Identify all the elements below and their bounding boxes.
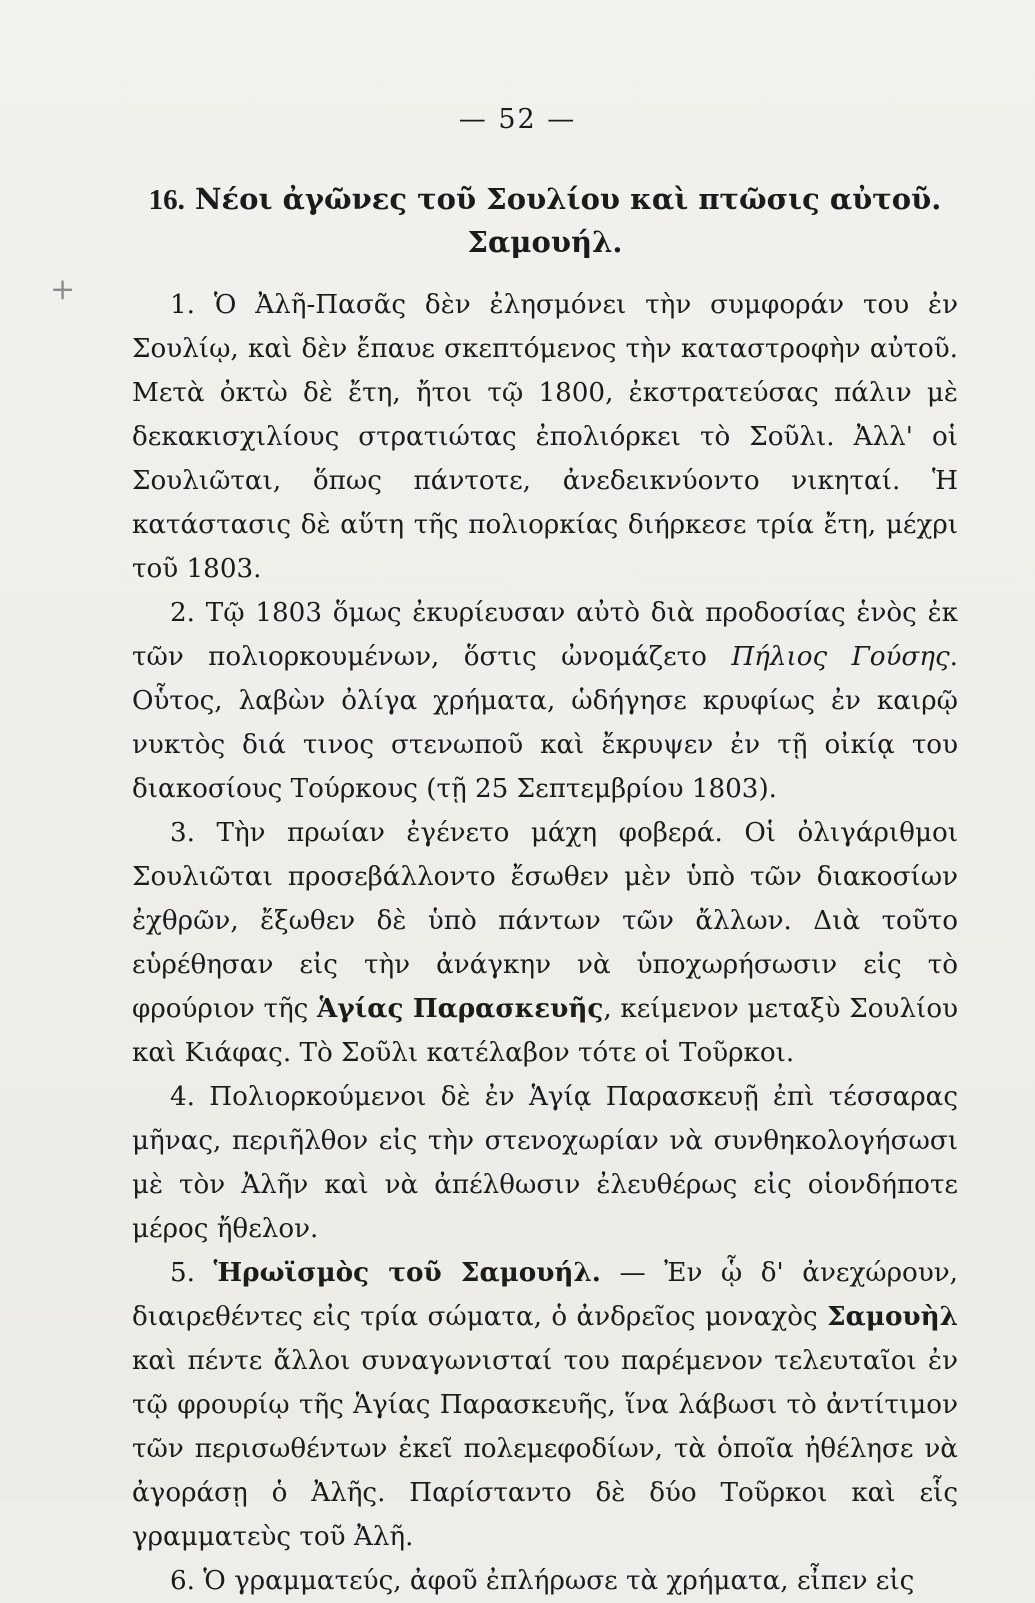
margin-pencil-mark: + — [50, 272, 76, 307]
section-title-text: Νέοι ἀγῶνες τοῦ Σουλίου καὶ πτῶσις αὐτοῦ. Σαμουήλ. — [194, 182, 942, 259]
paragraph-text: 3. Τὴν πρωίαν ἐγένετο μάχη φοβερά. Οἱ ὀλιγάριθμοι Σουλιῶται προσεβάλλοντο ἔσωθεν μὲν ὑπὸ τῶν διακοσίων ἐχθρῶν, ἔξωθεν δὲ ὑπὸ πάντων τῶν ἄλλων. Διὰ τοῦτο εὑρέθησαν εἰς τὴν ἀνάγκην νὰ ὑποχωρήσωσιν εἰς τὸ φρούριον τῆς — [132, 818, 958, 1024]
paragraph — [132, 1559, 958, 1603]
bold-text: Ἁγίας Παρασκευῆς — [317, 993, 604, 1024]
paragraph-text: . Οὗτος, λαβὼν ὀλίγα χρήματα, ὡδήγησε κρυφίως ἐν καιρῷ νυκτὸς διά τινος στενωποῦ καὶ ἔκρυψεν ἐν τῇ οἰκίᾳ του διακοσίους Τούρκους (τῇ 25 Σεπτεμβρίου 1803). — [132, 642, 958, 804]
section-title — [132, 178, 958, 263]
bold-text: Ἡρωϊσμὸς τοῦ Σαμουήλ. — [213, 1257, 601, 1288]
paragraph — [132, 283, 958, 591]
paragraph-text: 5. — [170, 1258, 214, 1288]
paragraph-text: 4. Πολιορκούμενοι δὲ ἐν Ἁγίᾳ Παρασκευῇ ἐπὶ τέσσαρας μῆνας, περιῆλθον εἰς τὴν στενοχωρίαν νὰ συνθηκολογήσωσι μὲ τὸν Ἀλῆν καὶ νὰ ἀπέλθωσιν ἐλευθέρως εἰς οἱονδήποτε μέρος ἤθελον. — [132, 1082, 958, 1244]
paragraph-text: 6. Ὁ γραμματεύς, ἀφοῦ ἐπλήρωσε τὰ χρήματα, εἶπεν εἰς — [170, 1566, 915, 1596]
paragraph-text: — Ἐν ᾧ δ' ἀνεχώρουν, διαιρεθέντες εἰς τρία σώματα, ὁ ἀνδρεῖος μοναχὸς — [132, 1258, 958, 1332]
paragraph-text: 1. Ὁ Ἀλῆ-Πασᾶς δὲν ἐλησμόνει τὴν συμφοράν του ἐν Σουλίῳ, καὶ δὲν ἔπαυε σκεπτόμενος τὴν καταστροφὴν αὐτοῦ. Μετὰ ὀκτὼ δὲ ἔτη, ἤτοι τῷ 1800, ἐκστρατεύσας πάλιν μὲ δεκακισχιλίους στρατιώτας ἐπολιόρκει τὸ Σοῦλι. Ἀλλ' οἱ Σουλιῶται, ὅπως πάντοτε, ἀνεδεικνύοντο νικηταί. Ἡ κατάστασις δὲ αὕτη τῆς πολιορκίας διήρκεσε τρία ἔτη, μέχρι τοῦ 1803. — [132, 290, 958, 584]
paragraph — [132, 1251, 958, 1559]
paragraph — [132, 591, 958, 811]
bold-text: Σαμουὴλ — [827, 1301, 958, 1332]
page-number: — 52 — — [458, 104, 577, 135]
italic-text: Πήλιος Γούσης — [731, 642, 950, 672]
paragraph — [132, 811, 958, 1075]
paragraph-list — [132, 283, 958, 1603]
paragraph-text: καὶ πέντε ἄλλοι συναγωνισταί του παρέμενον τελευταῖοι ἐν τῷ φρουρίῳ τῆς Ἁγίας Παρασκευῆς, ἵνα λάβωσι τὸ ἀντίτιμον τῶν περισωθέντων ἐκεῖ πολεμεφοδίων, τὰ ὁποῖα ἠθέλησε νὰ ἀγοράσῃ ὁ Ἀλῆς. Παρίσταντο δὲ δύο Τοῦρκοι καὶ εἷς γραμματεὺς τοῦ Ἀλῆ. — [132, 1346, 958, 1552]
page-content — [132, 178, 958, 1603]
paragraph-text: , κείμενον μεταξὺ Σουλίου καὶ Κιάφας. Τὸ Σοῦλι κατέλαβον τότε οἱ Τοῦρκοι. — [132, 994, 959, 1068]
section-number: 16. — [148, 184, 185, 216]
paragraph — [132, 1075, 958, 1251]
paragraph-text: 2. Τῷ 1803 ὅμως ἐκυρίευσαν αὐτὸ διὰ προδοσίας ἑνὸς ἐκ τῶν πολιορκουμένων, ὅστις ὠνομάζετο — [132, 598, 958, 672]
